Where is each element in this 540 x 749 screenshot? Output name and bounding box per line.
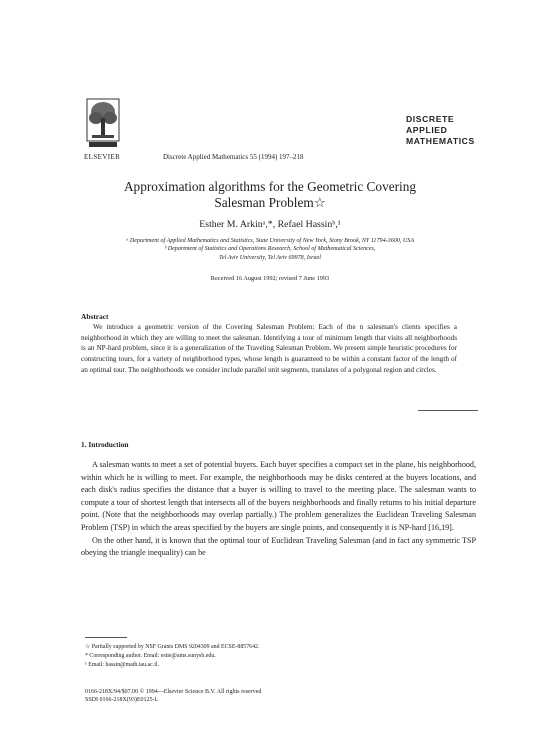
ssdi-line: SSDI 0166-218X(93)E0125-L xyxy=(85,697,159,704)
title-line-1: Approximation algorithms for the Geometric Covering xyxy=(123,179,417,194)
authors: Esther M. Arkinᵃ,*, Refael Hassinᵇ,¹ xyxy=(199,219,341,230)
copyright-line: 0166-218X/94/$07.00 © 1994—Elsevier Science B.V. All rights reserved xyxy=(85,689,262,695)
affiliation-b-line-2: Tel Aviv University, Tel Aviv 69978, Israel xyxy=(219,254,321,261)
journal-brand xyxy=(406,114,475,147)
footnote-corresponding: * Corresponding author. Email: estie@ams.sunysb.edu. xyxy=(85,652,216,659)
affiliation-b-line-1: ᵇ Department of Statistics and Operations Research, School of Mathematical Sciences, xyxy=(164,246,376,253)
footnote-email: ¹ Email: hassin@math.tau.ac.il. xyxy=(85,661,159,668)
brand-line-3: MATHEMATICS xyxy=(406,136,475,146)
title-line-2: Salesman Problem☆ xyxy=(214,194,326,210)
elsevier-tree-logo xyxy=(86,98,120,148)
affiliation-a: ᵃ Department of Applied Mathematics and Statistics, State University of New York, Stony Brook, NY 11794-3600, USA xyxy=(125,238,415,244)
intro-paragraph-2: On the other hand, it is known that the optimal tour of Euclidean Traveling Salesman (and in fact any symmetric TSP obeying the triangle inequality) can be xyxy=(81,535,476,558)
paper-title xyxy=(60,179,480,210)
footnote-funding: ☆ Partially supported by NSF Grants DMS 9204309 and ECSE-8857642. xyxy=(85,644,260,650)
journal-reference: Discrete Applied Mathematics 55 (1994) 197–218 xyxy=(163,153,304,161)
brand-line-2: APPLIED xyxy=(406,125,448,135)
publisher-name: ELSEVIER xyxy=(84,153,121,161)
footnotes xyxy=(85,643,259,670)
footnote-rule xyxy=(85,637,127,638)
section-heading-introduction: 1. Introduction xyxy=(81,440,129,449)
brand-line-1: DISCRETE xyxy=(406,114,455,124)
abstract-heading: Abstract xyxy=(81,312,109,321)
received-dates: Received 16 August 1992; revised 7 June 1993 xyxy=(210,275,330,282)
abstract-end-rule xyxy=(418,410,478,411)
introduction-body xyxy=(81,459,476,560)
abstract-text: We introduce a geometric version of the Covering Salesman Problem: Each of the n salesman's clients specifies a neighborhood in which they are willing to meet the salesman. Identifying a tour of minimum length that visits all neighborhoods is an NP-hard problem, since it is a generalization of the Traveling Salesman Problem. We present simple heuristic procedures for constructing tours, for a variety of neighborhood types, whose length is guaranteed to be within a constant factor of the length of an optimal tour. The neighborhoods we consider include parallel unit segments, translates of a polygonal region and circles. xyxy=(81,323,457,374)
affiliations xyxy=(60,237,480,262)
intro-paragraph-1: A salesman wants to meet a set of potential buyers. Each buyer specifies a compact set in the plane, his neighborhood, within which he is willing to meet. For example, the neighborhoods may be disks centered at the buyers locations, and each disk's radius specifies the distance that a buyer is willing to travel to the meeting place. The salesman wants to compute a tour of shortest length that intersects all of the buyers neighborhoods and finally returns to his initial departure point. (Note that the neighborhoods may overlap partially.) The problem generalizes the Euclidean Traveling Salesman Problem (TSP) in which the areas specified by the buyers are single points, and consequently it is NP-hard [16,19]. xyxy=(81,460,476,532)
abstract-body xyxy=(81,322,457,376)
copyright-block xyxy=(85,688,261,705)
